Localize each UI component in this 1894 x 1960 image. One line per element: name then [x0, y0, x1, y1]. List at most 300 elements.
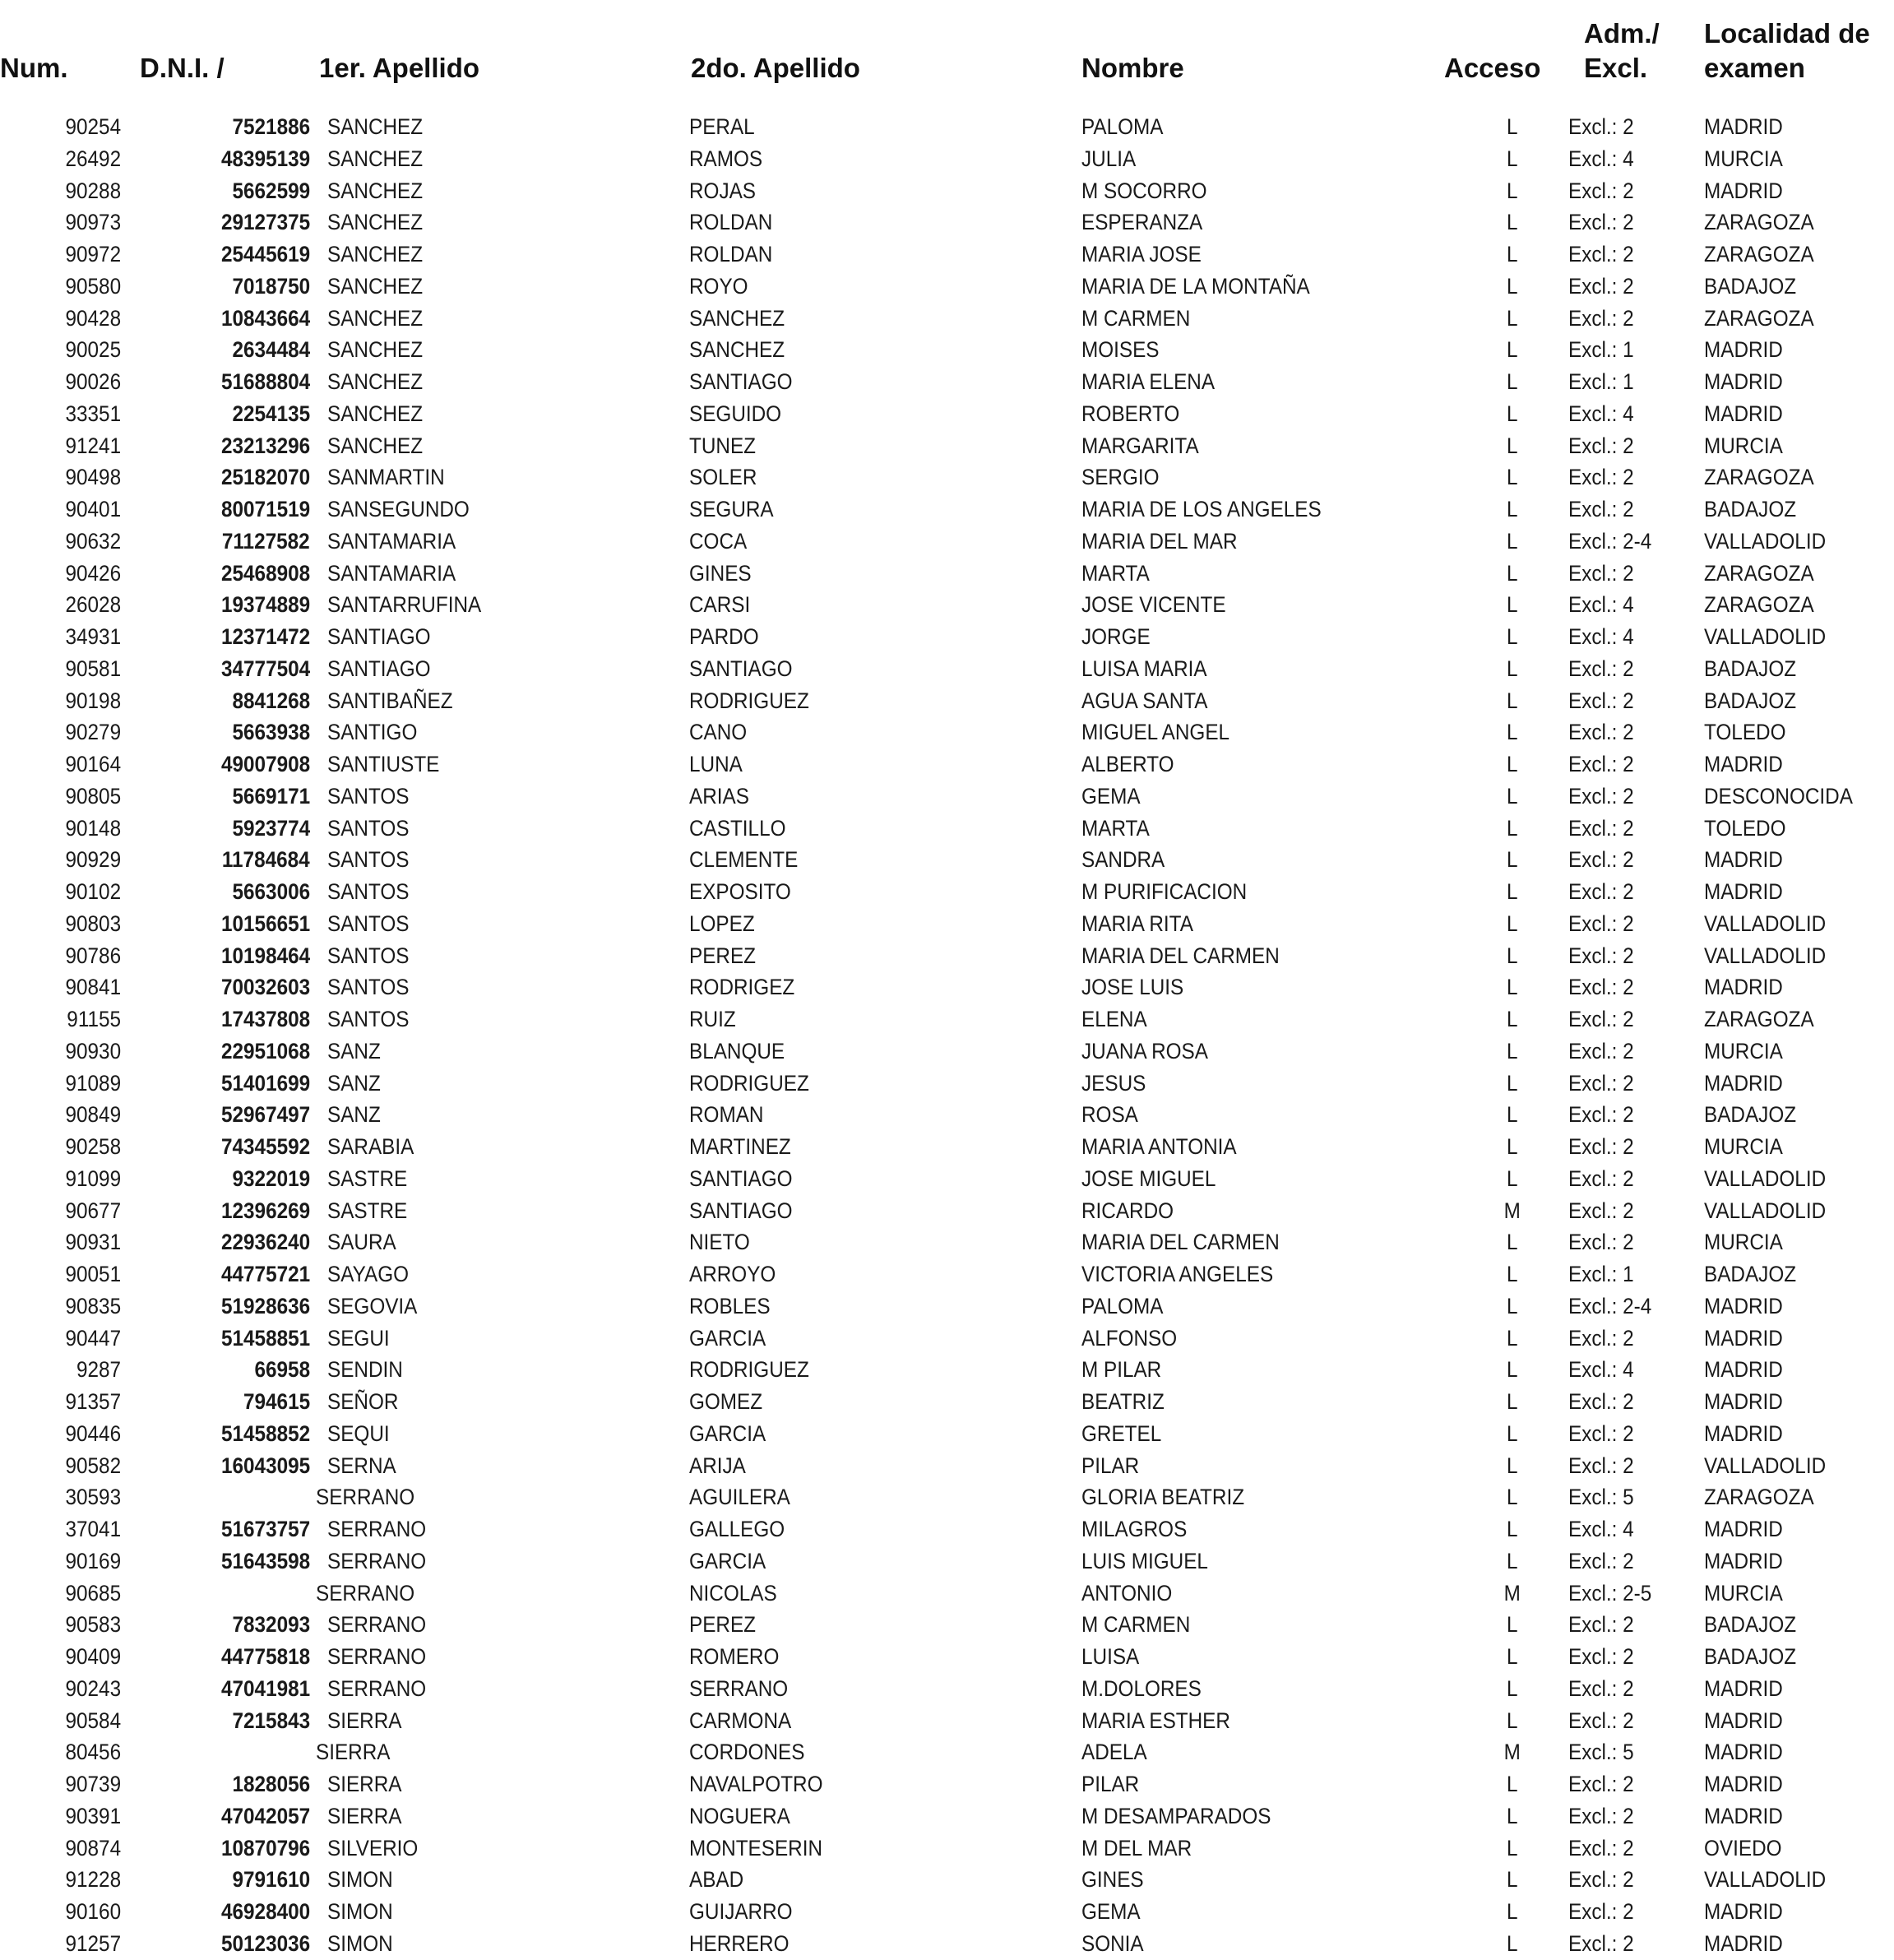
row-first-surname: SANCHEZ — [327, 273, 424, 299]
table-row — [0, 940, 1894, 972]
row-dni: 12396269 — [220, 1198, 310, 1223]
row-dni: 44775721 — [220, 1262, 310, 1286]
row-second-surname: ROYO — [689, 273, 748, 299]
row-excl: Excl.: 2 — [1568, 1038, 1634, 1063]
row-first-surname: SIMON — [327, 1930, 393, 1956]
row-second-surname: MARTINEZ — [689, 1134, 791, 1159]
row-name: MILAGROS — [1081, 1517, 1188, 1541]
header-access: Acceso — [1444, 53, 1541, 83]
row-num: 90102 — [65, 879, 121, 904]
row-first-surname: SEGOVIA — [327, 1293, 418, 1318]
row-num: 90498 — [65, 465, 121, 490]
row-locality: VALLADOLID — [1704, 1867, 1827, 1893]
table-row — [0, 1036, 1894, 1068]
table-row — [0, 398, 1894, 430]
row-access: L — [1507, 1612, 1518, 1638]
row-excl: Excl.: 2 — [1568, 210, 1634, 235]
row-dni: 51673757 — [220, 1517, 310, 1541]
row-excl: Excl.: 4 — [1568, 1357, 1634, 1383]
table-row — [0, 971, 1894, 1003]
row-locality: MADRID — [1704, 1517, 1783, 1541]
row-second-surname: EXPOSITO — [689, 879, 791, 904]
row-name: MARIA ELENA — [1081, 369, 1216, 394]
row-first-surname: SERRANO — [316, 1485, 415, 1510]
row-num: 90409 — [65, 1644, 121, 1669]
row-access: L — [1507, 1453, 1518, 1478]
row-num: 90446 — [65, 1420, 121, 1446]
table-row — [0, 748, 1894, 781]
row-num: 33351 — [65, 401, 121, 426]
row-num: 90279 — [65, 720, 121, 745]
row-dni: 5663938 — [232, 720, 310, 745]
row-first-surname: SIMON — [327, 1899, 393, 1924]
header-second-surname: 2do. Apellido — [691, 53, 860, 83]
row-access: L — [1507, 1517, 1518, 1541]
row-second-surname: PEREZ — [689, 943, 757, 968]
table-row — [0, 1226, 1894, 1258]
row-first-surname: SANTIGO — [327, 720, 418, 745]
row-first-surname: SANTOS — [327, 943, 410, 968]
row-num: 90288 — [65, 178, 121, 203]
table-row — [0, 1195, 1894, 1227]
row-first-surname: SILVERIO — [327, 1835, 419, 1860]
row-second-surname: CLEMENTE — [689, 847, 799, 873]
row-second-surname: SANCHEZ — [689, 337, 785, 363]
row-first-surname: SANCHEZ — [327, 178, 424, 203]
row-first-surname: SANCHEZ — [327, 337, 424, 363]
row-num: 90581 — [65, 656, 121, 681]
row-dni: 7018750 — [232, 273, 310, 299]
row-excl: Excl.: 2 — [1568, 1772, 1634, 1796]
row-second-surname: GOMEZ — [689, 1389, 763, 1414]
row-dni: 51688804 — [220, 369, 310, 394]
row-first-surname: SANZ — [327, 1070, 381, 1096]
row-num: 90254 — [65, 114, 121, 139]
row-excl: Excl.: 4 — [1568, 1517, 1634, 1541]
row-excl: Excl.: 4 — [1568, 146, 1634, 171]
row-locality: MADRID — [1704, 337, 1783, 363]
row-second-surname: CARMONA — [689, 1707, 792, 1733]
row-dni: 34777504 — [220, 656, 310, 681]
row-excl: Excl.: 2 — [1568, 943, 1634, 968]
row-num: 91089 — [65, 1070, 121, 1096]
row-excl: Excl.: 2 — [1568, 433, 1634, 458]
row-name: SERGIO — [1081, 465, 1160, 490]
row-dni: 19374889 — [220, 592, 310, 618]
row-first-surname: SANCHEZ — [327, 146, 424, 171]
row-name: MARIA DE LOS ANGELES — [1081, 497, 1322, 521]
row-dni: 10198464 — [220, 943, 310, 968]
row-locality: MADRID — [1704, 1389, 1783, 1414]
row-name: JORGE — [1081, 624, 1151, 649]
row-access: L — [1507, 1070, 1518, 1096]
row-access: L — [1507, 560, 1518, 586]
table-row — [0, 1768, 1894, 1800]
row-num: 90447 — [65, 1325, 121, 1351]
row-first-surname: SERNA — [327, 1453, 396, 1478]
row-access: L — [1507, 975, 1518, 1000]
row-locality: TOLEDO — [1704, 720, 1786, 745]
table-row — [0, 908, 1894, 940]
row-name: MOISES — [1081, 337, 1160, 363]
row-dni: 25182070 — [220, 465, 310, 490]
row-second-surname: PERAL — [689, 114, 755, 139]
row-dni: 16043095 — [220, 1453, 310, 1478]
row-locality: MADRID — [1704, 401, 1783, 426]
row-name: MARIA DE LA MONTAÑA — [1081, 273, 1310, 299]
table-row — [0, 334, 1894, 366]
row-first-surname: SERRANO — [327, 1675, 427, 1701]
row-first-surname: SEQUI — [327, 1420, 390, 1446]
row-second-surname: PARDO — [689, 624, 759, 649]
row-access: M — [1503, 1580, 1521, 1606]
row-num: 90972 — [65, 242, 121, 266]
row-locality: VALLADOLID — [1704, 910, 1827, 936]
row-name: PALOMA — [1081, 1293, 1164, 1318]
row-second-surname: ROJAS — [689, 178, 757, 203]
row-dni: 70032603 — [220, 975, 310, 1000]
row-first-surname: SERRANO — [327, 1644, 427, 1669]
row-first-surname: SANTARRUFINA — [327, 592, 482, 618]
row-first-surname: SANTOS — [327, 815, 410, 841]
row-excl: Excl.: 2 — [1568, 1198, 1634, 1223]
row-second-surname: ABAD — [689, 1867, 744, 1893]
row-locality: MADRID — [1704, 369, 1783, 394]
row-first-surname: SANCHEZ — [327, 242, 424, 266]
row-dni: 52967497 — [220, 1102, 310, 1128]
table-row — [0, 1609, 1894, 1641]
row-second-surname: RUIZ — [689, 1007, 736, 1031]
row-excl: Excl.: 2 — [1568, 465, 1634, 490]
row-first-surname: SIERRA — [327, 1772, 402, 1796]
row-first-surname: SANTIBAÑEZ — [327, 688, 453, 713]
table-row — [0, 143, 1894, 175]
row-locality: MADRID — [1704, 114, 1783, 139]
row-num: 90160 — [65, 1899, 121, 1924]
table-row — [0, 1068, 1894, 1100]
row-access: L — [1507, 783, 1518, 809]
row-access: L — [1507, 433, 1518, 458]
row-name: ESPERANZA — [1081, 210, 1203, 235]
row-second-surname: ARIAS — [689, 783, 749, 809]
row-name: MARIA DEL MAR — [1081, 528, 1238, 554]
header-first-surname: 1er. Apellido — [319, 53, 480, 83]
row-num: 90632 — [65, 528, 121, 554]
row-access: L — [1507, 465, 1518, 490]
row-locality: VALLADOLID — [1704, 624, 1827, 649]
row-access: L — [1507, 943, 1518, 968]
header-adm-line1: Adm./ — [1584, 18, 1660, 49]
row-dni: 66958 — [254, 1357, 310, 1383]
row-locality: MADRID — [1704, 178, 1783, 203]
row-name: SANDRA — [1081, 847, 1165, 873]
row-locality: MADRID — [1704, 879, 1783, 904]
row-num: 90931 — [65, 1230, 121, 1255]
row-second-surname: COCA — [689, 528, 748, 554]
row-name: M.DOLORES — [1081, 1675, 1202, 1701]
row-excl: Excl.: 2 — [1568, 656, 1634, 681]
row-second-surname: NAVALPOTRO — [689, 1772, 823, 1796]
row-second-surname: SEGUIDO — [689, 401, 782, 426]
row-name: JUANA ROSA — [1081, 1038, 1208, 1063]
row-dni: 9322019 — [232, 1165, 310, 1191]
row-dni: 47042057 — [220, 1803, 310, 1828]
row-excl: Excl.: 2 — [1568, 688, 1634, 713]
row-num: 90401 — [65, 497, 121, 521]
row-access: L — [1507, 1293, 1518, 1318]
row-dni: 47041981 — [220, 1675, 310, 1701]
table-header — [0, 0, 1894, 107]
row-first-surname: SANCHEZ — [327, 401, 424, 426]
table-row — [0, 175, 1894, 207]
row-access: L — [1507, 879, 1518, 904]
row-num: 90849 — [65, 1102, 121, 1128]
row-second-surname: GARCIA — [689, 1548, 766, 1573]
row-first-surname: SIERRA — [327, 1803, 402, 1828]
row-name: SONIA — [1081, 1930, 1144, 1956]
row-excl: Excl.: 2 — [1568, 242, 1634, 266]
row-num: 90169 — [65, 1548, 121, 1573]
table-row — [0, 430, 1894, 462]
row-name: ADELA — [1081, 1740, 1147, 1765]
row-dni: 22951068 — [220, 1038, 310, 1063]
row-second-surname: ARROYO — [689, 1262, 776, 1286]
row-excl: Excl.: 2 — [1568, 1134, 1634, 1159]
row-first-surname: SIERRA — [316, 1740, 391, 1765]
row-first-surname: SANZ — [327, 1038, 381, 1063]
row-locality: MURCIA — [1704, 1038, 1783, 1063]
table-row — [0, 1736, 1894, 1768]
row-access: L — [1507, 624, 1518, 649]
row-locality: MURCIA — [1704, 433, 1783, 458]
row-second-surname: ROMAN — [689, 1102, 764, 1128]
row-second-surname: CARSI — [689, 592, 751, 618]
row-first-surname: SANTOS — [327, 879, 410, 904]
row-name: LUISA — [1081, 1644, 1140, 1669]
row-name: MARIA ANTONIA — [1081, 1134, 1237, 1159]
row-second-surname: PEREZ — [689, 1612, 757, 1638]
row-excl: Excl.: 4 — [1568, 592, 1634, 618]
table-row — [0, 1578, 1894, 1610]
table-row — [0, 1290, 1894, 1323]
table-row — [0, 1386, 1894, 1418]
row-locality: MURCIA — [1704, 1134, 1783, 1159]
row-access: L — [1507, 1262, 1518, 1286]
row-num: 91357 — [65, 1389, 121, 1414]
row-dni: 2254135 — [232, 401, 310, 426]
table-row — [0, 1131, 1894, 1163]
row-second-surname: SOLER — [689, 465, 757, 490]
row-locality: ZARAGOZA — [1704, 465, 1814, 490]
row-second-surname: SERRANO — [689, 1675, 789, 1701]
table-row — [0, 111, 1894, 143]
row-name: ANTONIO — [1081, 1580, 1173, 1606]
row-locality: BADAJOZ — [1704, 273, 1797, 299]
row-num: 34931 — [65, 624, 121, 649]
row-access: L — [1507, 337, 1518, 363]
row-excl: Excl.: 2 — [1568, 847, 1634, 873]
table-row — [0, 366, 1894, 398]
row-access: M — [1503, 1740, 1521, 1765]
row-excl: Excl.: 2 — [1568, 1612, 1634, 1638]
row-locality: BADAJOZ — [1704, 1612, 1797, 1638]
row-access: L — [1507, 1867, 1518, 1893]
row-dni: 22936240 — [220, 1230, 310, 1255]
row-name: VICTORIA ANGELES — [1081, 1262, 1274, 1286]
row-locality: MADRID — [1704, 1803, 1783, 1828]
table-row — [0, 1833, 1894, 1865]
row-name: JOSE MIGUEL — [1081, 1165, 1216, 1191]
row-second-surname: ROLDAN — [689, 210, 773, 235]
row-first-surname: SARABIA — [327, 1134, 414, 1159]
row-dni: 51458851 — [220, 1325, 310, 1351]
table-row — [0, 1513, 1894, 1545]
row-second-surname: LUNA — [689, 752, 743, 776]
row-access: L — [1507, 1644, 1518, 1669]
row-first-surname: SANCHEZ — [327, 114, 424, 139]
row-name: MARTA — [1081, 560, 1150, 586]
row-first-surname: SANTOS — [327, 1007, 410, 1031]
row-name: MARIA RITA — [1081, 910, 1193, 936]
table-row — [0, 558, 1894, 590]
table-row — [0, 1800, 1894, 1833]
row-num: 90025 — [65, 337, 121, 363]
row-num: 91099 — [65, 1165, 121, 1191]
row-name: M DEL MAR — [1081, 1835, 1192, 1860]
row-name: M CARMEN — [1081, 1612, 1191, 1638]
row-locality: MADRID — [1704, 1675, 1783, 1701]
table-row — [0, 1864, 1894, 1896]
row-excl: Excl.: 2 — [1568, 783, 1634, 809]
row-dni: 74345592 — [220, 1134, 310, 1159]
row-first-surname: SANCHEZ — [327, 305, 424, 331]
row-num: 90685 — [65, 1580, 121, 1606]
row-name: ALBERTO — [1081, 752, 1174, 776]
table-row — [0, 813, 1894, 845]
row-second-surname: ROBLES — [689, 1293, 771, 1318]
row-second-surname: NOGUERA — [689, 1803, 790, 1828]
row-dni: 25468908 — [220, 560, 310, 586]
row-locality: BADAJOZ — [1704, 1644, 1797, 1669]
row-dni: 5663006 — [232, 879, 310, 904]
row-locality: MADRID — [1704, 1740, 1783, 1765]
row-locality: MADRID — [1704, 975, 1783, 1000]
row-access: L — [1507, 497, 1518, 521]
row-access: L — [1507, 401, 1518, 426]
row-name: MARIA DEL CARMEN — [1081, 1230, 1280, 1255]
row-num: 90164 — [65, 752, 121, 776]
row-locality: BADAJOZ — [1704, 497, 1797, 521]
row-excl: Excl.: 2 — [1568, 114, 1634, 139]
row-second-surname: RAMOS — [689, 146, 763, 171]
row-access: L — [1507, 178, 1518, 203]
row-num: 90026 — [65, 369, 121, 394]
row-dni: 1828056 — [232, 1772, 310, 1796]
row-excl: Excl.: 2 — [1568, 1070, 1634, 1096]
row-dni: 5923774 — [232, 815, 310, 841]
row-num: 90874 — [65, 1835, 121, 1860]
row-num: 90391 — [65, 1803, 121, 1828]
row-first-surname: SERRANO — [327, 1612, 427, 1638]
row-second-surname: GARCIA — [689, 1420, 766, 1446]
row-second-surname: ROLDAN — [689, 242, 773, 266]
row-first-surname: SASTRE — [327, 1165, 408, 1191]
row-locality: MADRID — [1704, 1899, 1783, 1924]
row-num: 90243 — [65, 1675, 121, 1701]
row-excl: Excl.: 1 — [1568, 337, 1634, 363]
table-row — [0, 1354, 1894, 1386]
row-num: 90835 — [65, 1293, 121, 1318]
row-excl: Excl.: 5 — [1568, 1485, 1634, 1510]
row-locality: TOLEDO — [1704, 815, 1786, 841]
row-name: M CARMEN — [1081, 305, 1191, 331]
row-locality: MADRID — [1704, 1420, 1783, 1446]
row-second-surname: TUNEZ — [689, 433, 756, 458]
row-access: L — [1507, 688, 1518, 713]
row-excl: Excl.: 2 — [1568, 305, 1634, 331]
row-num: 90580 — [65, 273, 121, 299]
row-excl: Excl.: 2 — [1568, 720, 1634, 745]
row-excl: Excl.: 2 — [1568, 815, 1634, 841]
row-access: L — [1507, 369, 1518, 394]
row-first-surname: SANCHEZ — [327, 433, 424, 458]
row-first-surname: SAYAGO — [327, 1262, 410, 1286]
row-locality: VALLADOLID — [1704, 1165, 1827, 1191]
row-access: L — [1507, 114, 1518, 139]
row-first-surname: SANTIUSTE — [327, 752, 440, 776]
row-excl: Excl.: 1 — [1568, 1262, 1634, 1286]
row-name: M DESAMPARADOS — [1081, 1803, 1271, 1828]
row-first-surname: SEGUI — [327, 1325, 390, 1351]
row-excl: Excl.: 2 — [1568, 1102, 1634, 1128]
row-name: ELENA — [1081, 1007, 1147, 1031]
row-name: GLORIA BEATRIZ — [1081, 1485, 1245, 1510]
row-first-surname: SANTOS — [327, 847, 410, 873]
row-first-surname: SANSEGUNDO — [327, 497, 470, 521]
row-second-surname: CASTILLO — [689, 815, 786, 841]
row-first-surname: SERRANO — [327, 1548, 427, 1573]
row-excl: Excl.: 2 — [1568, 178, 1634, 203]
row-num: 90973 — [65, 210, 121, 235]
header-dni: D.N.I. / — [140, 53, 225, 83]
row-dni: 17437808 — [220, 1007, 310, 1031]
table-row — [0, 1163, 1894, 1195]
row-first-surname: SANTAMARIA — [327, 528, 456, 554]
row-name: M PURIFICACION — [1081, 879, 1248, 904]
row-excl: Excl.: 2 — [1568, 497, 1634, 521]
row-second-surname: SANCHEZ — [689, 305, 785, 331]
table-row — [0, 1099, 1894, 1131]
row-dni: 9791610 — [232, 1867, 310, 1893]
row-excl: Excl.: 2 — [1568, 1707, 1634, 1733]
row-dni: 29127375 — [220, 210, 310, 235]
row-second-surname: ARIJA — [689, 1453, 746, 1478]
row-locality: MADRID — [1704, 1772, 1783, 1796]
row-locality: ZARAGOZA — [1704, 1485, 1814, 1510]
row-second-surname: BLANQUE — [689, 1038, 785, 1063]
table-row — [0, 653, 1894, 685]
table-row — [0, 589, 1894, 621]
row-excl: Excl.: 2 — [1568, 273, 1634, 299]
row-dni: 5669171 — [232, 783, 310, 809]
row-dni: 51643598 — [220, 1548, 310, 1573]
row-second-surname: MONTESERIN — [689, 1835, 823, 1860]
row-first-surname: SERRANO — [327, 1517, 427, 1541]
table-row — [0, 844, 1894, 876]
row-second-surname: RODRIGUEZ — [689, 1357, 809, 1383]
row-access: L — [1507, 210, 1518, 235]
row-num: 26028 — [65, 592, 121, 618]
